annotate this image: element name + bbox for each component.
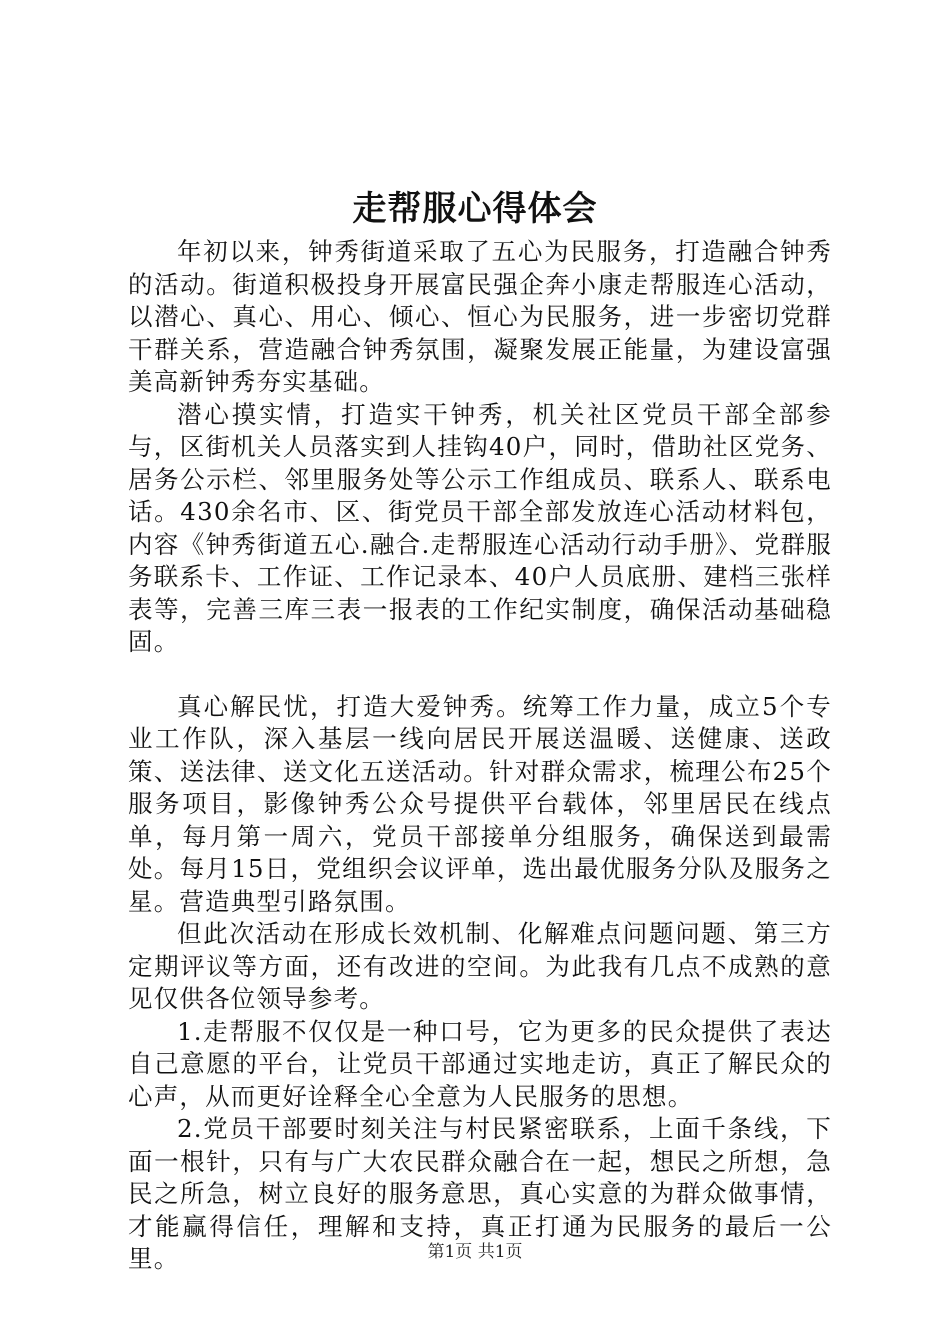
paragraph-zhenxin: 真心解民忧，打造大爱钟秀。统筹工作力量，成立5个专业工作队，深入基层一线向居民开展送温暖、送健康、送政策、送法律、送文化五送活动。针对群众需求，梳理公布25个服务项目，影像钟秀公众号提供平台载体，邻里居民在线点单，每月第一周六，党员干部接单分组服务，确保送到最需处。每月15日，党组织会议评单，选出最优服务分队及服务之星。营造典型引路氛围。: [128, 691, 832, 916]
paragraph-intro: 年初以来，钟秀街道采取了五心为民服务，打造融合钟秀的活动。街道积极投身开展富民强企奔小康走帮服连心活动，以潜心、真心、用心、倾心、恒心为民服务，进一步密切党群干群关系，营造融合钟秀氛围，凝聚发展正能量，为建设富强美高新钟秀夯实基础。: [128, 237, 832, 396]
paragraph-improvement: 但此次活动在形成长效机制、化解难点问题问题、第三方定期评议等方面，还有改进的空间。为此我有几点不成熟的意见仅供各位领导参考。: [128, 919, 832, 1013]
page-footer: 第1页 共1页: [427, 1242, 523, 1262]
document-body: [128, 236, 832, 1276]
paragraph-point-1: 1.走帮服不仅仅是一种口号，它为更多的民众提供了表达自己意愿的平台，让党员干部通过实地走访，真正了解民众的心声，从而更好诠释全心全意为人民服务的思想。: [128, 1016, 832, 1111]
document-title: 走帮服心得体会: [352, 189, 598, 229]
paragraph-qianxin: 潜心摸实情，打造实干钟秀，机关社区党员干部全部参与，区街机关人员落实到人挂钩40户，同时，借助社区党务、居务公示栏、邻里服务处等公示工作组成员、联系人、联系电话。430余名市、区、街党员干部全部发放连心活动材料包，内容《钟秀街道五心.融合.走帮服连心活动行动手册》、党群服务联系卡、工作证、工作记录本、40户人员底册、建档三张样表等，完善三库三表一报表的工作纪实制度，确保活动基础稳固。: [128, 399, 832, 656]
paragraph-point-2: 2.党员干部要时刻关注与村民紧密联系，上面千条线，下面一根针，只有与广大农民群众融合在一起，想民之所想，急民之所急，树立良好的服务意思，真心实意的为群众做事情，才能赢得信任，理解和支持，真正打通为民服务的最后一公里。: [128, 1114, 832, 1273]
